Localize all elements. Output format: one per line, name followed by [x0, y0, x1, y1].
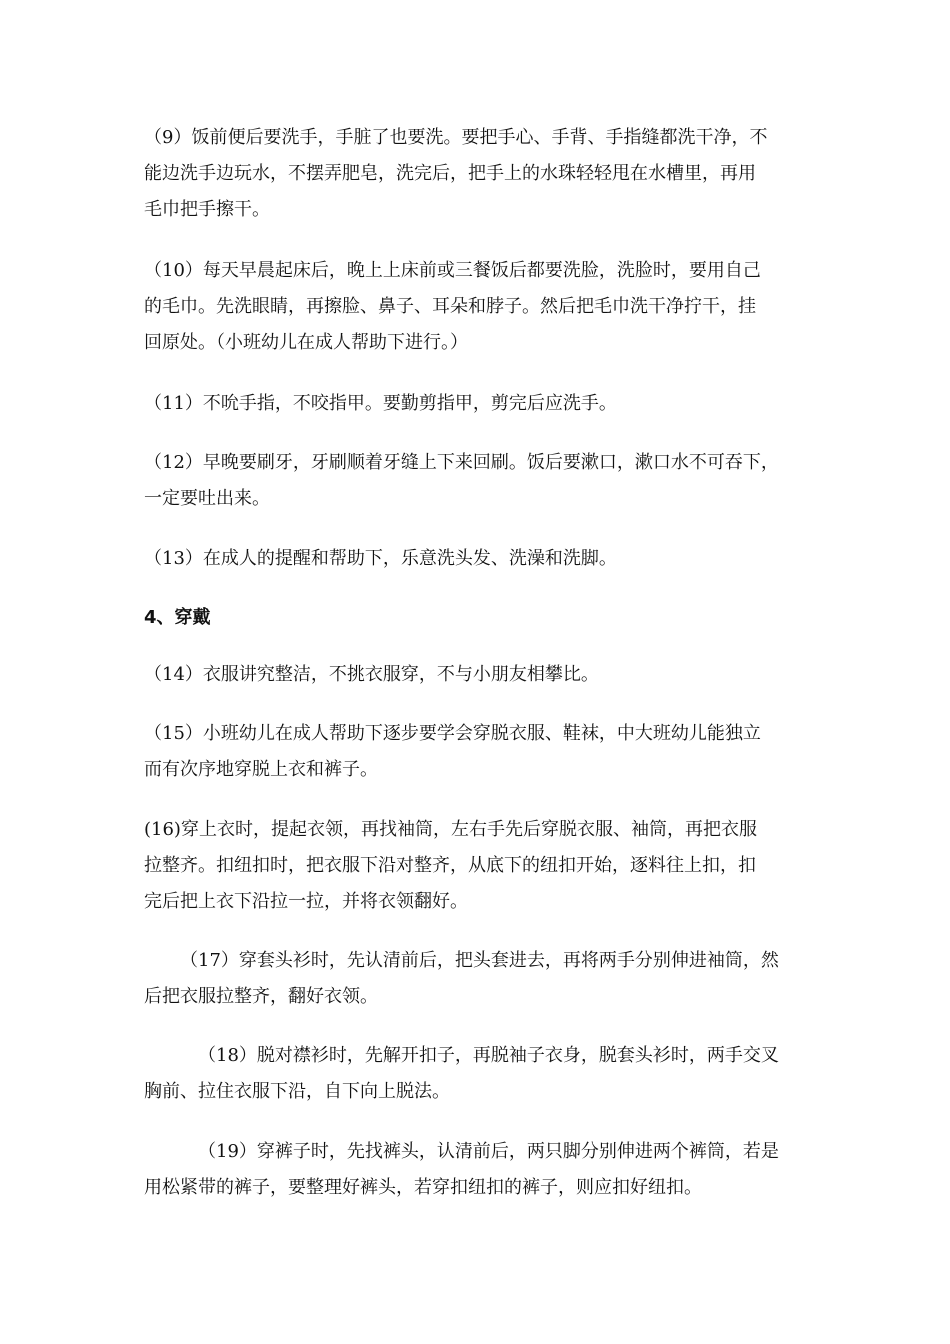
- paragraph-line: 的毛巾。先洗眼睛，再擦脸、鼻子、耳朵和脖子。然后把毛巾洗干净拧干，挂: [144, 296, 756, 317]
- paragraph-17: [144, 943, 814, 1015]
- paragraph-15: [144, 716, 814, 788]
- paragraph-line: 而有次序地穿脱上衣和裤子。: [144, 759, 378, 780]
- paragraph-line: 回原处。（小班幼儿在成人帮助下进行。）: [144, 332, 468, 353]
- paragraph-line: 后把衣服拉整齐，翻好衣领。: [144, 986, 378, 1007]
- paragraph-line: 能边洗手边玩水，不摆弄肥皂，洗完后，把手上的水珠轻轻甩在水槽里，再用: [144, 163, 756, 184]
- paragraph-line: （10）每天早晨起床后，晚上上床前或三餐饭后都要洗脸，洗脸时，要用自己: [144, 260, 761, 281]
- paragraph-16: [144, 812, 814, 920]
- paragraph-18: [144, 1038, 814, 1110]
- paragraph-9: [144, 120, 814, 228]
- paragraph-12: [144, 445, 814, 517]
- paragraph-line: 拉整齐。扣纽扣时，把衣服下沿对整齐，从底下的纽扣开始，逐料往上扣，扣: [144, 855, 756, 876]
- paragraph-line: （15）小班幼儿在成人帮助下逐步要学会穿脱衣服、鞋袜，中大班幼儿能独立: [144, 723, 761, 744]
- section-heading: 4、穿戴: [144, 607, 211, 628]
- paragraph-line: （18）脱对襟衫时，先解开扣子，再脱袖子衣身，脱套头衫时，两手交叉: [198, 1045, 779, 1066]
- paragraph-line: （9）饭前便后要洗手，手脏了也要洗。要把手心、手背、手指缝都洗干净，不: [144, 127, 768, 148]
- paragraph-line: 用松紧带的裤子，要整理好裤头，若穿扣纽扣的裤子，则应扣好纽扣。: [144, 1177, 702, 1198]
- paragraph-19: [144, 1134, 814, 1206]
- paragraph-14: [144, 657, 814, 693]
- paragraph-line: （14）衣服讲究整洁，不挑衣服穿，不与小朋友相攀比。: [144, 664, 599, 685]
- paragraph-line: 毛巾把手擦干。: [144, 199, 270, 220]
- paragraph-11: [144, 386, 814, 422]
- paragraph-line: (16)穿上衣时，提起衣领，再找袖筒，左右手先后穿脱衣服、袖筒，再把衣服: [144, 819, 757, 840]
- paragraph-line: （13）在成人的提醒和帮助下，乐意洗头发、洗澡和洗脚。: [144, 548, 617, 569]
- paragraph-10: [144, 253, 814, 361]
- paragraph-line: （11）不吮手指，不咬指甲。要勤剪指甲，剪完后应洗手。: [144, 393, 617, 414]
- paragraph-line: 一定要吐出来。: [144, 488, 270, 509]
- paragraph-line: （17）穿套头衫时，先认清前后，把头套进去，再将两手分别伸进袖筒，然: [180, 950, 779, 971]
- paragraph-line: （19）穿裤子时，先找裤头，认清前后，两只脚分别伸进两个裤筒，若是: [198, 1141, 779, 1162]
- paragraph-line: 胸前、拉住衣服下沿，自下向上脱法。: [144, 1081, 450, 1102]
- paragraph-line: （12）早晚要刷牙，牙刷顺着牙缝上下来回刷。饭后要漱口，漱口水不可吞下，: [144, 452, 779, 473]
- paragraph-13: [144, 541, 814, 577]
- paragraph-line: 完后把上衣下沿拉一拉，并将衣领翻好。: [144, 891, 468, 912]
